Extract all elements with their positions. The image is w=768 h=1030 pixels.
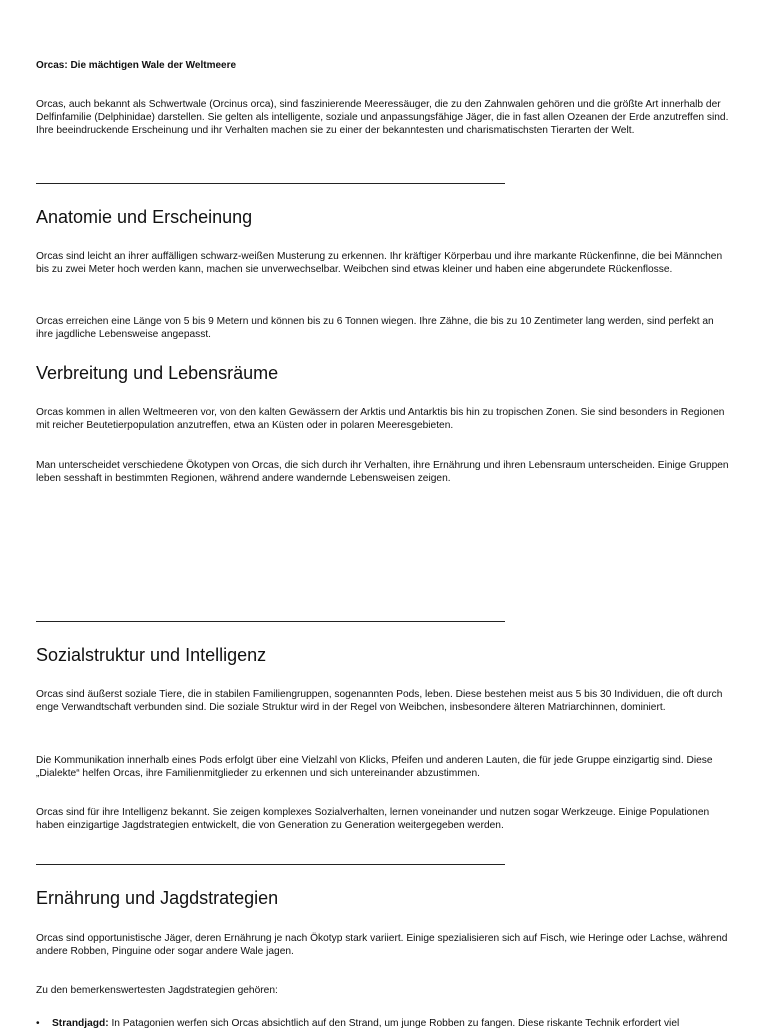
- section-heading-social: Sozialstruktur und Intelligenz: [36, 645, 267, 665]
- section-divider: [36, 864, 505, 865]
- bullet-icon: •: [36, 1018, 40, 1029]
- intro-paragraph: Orcas, auch bekannt als Schwertwale (Orcinus orca), sind faszinierende Meeressäuger, die zu den Zahnwalen gehören und die größte Art innerhalb der Delfinfamilie (Delphinidae) darstellen. Sie gelten als intelligente, soziale und anpassungsfähige Jäger, die in fast allen Ozeanen der Erde anzutreffen sind. Ihre beeindruckende Erscheinung und ihr Verhalten machen sie zu einer der bekanntesten und charismatischsten Tierarten der Welt.: [36, 99, 729, 136]
- section-heading-anatomy: Anatomie und Erscheinung: [36, 207, 253, 227]
- paragraph: Man unterscheidet verschiedene Ökotypen von Orcas, die sich durch ihr Verhalten, ihre Ernährung und ihren Lebensraum unterscheiden. Einige Gruppen leben sesshaft in bestimmten Regionen, während andere wandernde Lebensweisen zeigen.: [36, 460, 729, 484]
- document-title: Orcas: Die mächtigen Wale der Weltmeere: [36, 60, 237, 71]
- paragraph: Orcas sind für ihre Intelligenz bekannt. Sie zeigen komplexes Sozialverhalten, lernen voneinander und nutzen sogar Werkzeuge. Einige Populationen haben einzigartige Jagdstrategien entwickelt, die von Generation zu Generation weitergegeben werden.: [36, 807, 710, 831]
- bullet-term: Strandjagd:: [52, 1018, 109, 1029]
- section-divider: [36, 621, 505, 622]
- paragraph: Orcas sind leicht an ihrer auffälligen schwarz-weißen Musterung zu erkennen. Ihr kräftiger Körperbau und ihre markante Rückenfinne, die bei Männchen bis zu zwei Meter hoch werden kann, machen sie unverwechselbar. Weibchen sind etwas kleiner und haben eine abgerundete Rückenflosse.: [36, 251, 723, 275]
- section-heading-distribution: Verbreitung und Lebensräume: [36, 363, 279, 383]
- paragraph: Die Kommunikation innerhalb eines Pods erfolgt über eine Vielzahl von Klicks, Pfeifen und anderen Lauten, die für jede Gruppe einzigartig sind. Diese „Dialekte“ helfen Orcas, ihre Familienmitglieder zu erkennen und sich untereinander abzustimmen.: [36, 755, 713, 779]
- section-heading-diet: Ernährung und Jagdstrategien: [36, 888, 279, 908]
- paragraph: Orcas sind äußerst soziale Tiere, die in stabilen Familiengruppen, sogenannten Pods, leben. Diese bestehen meist aus 5 bis 30 Individuen, die oft durch enge Verwandtschaft verbunden sind. Die soziale Struktur wird in der Regel von Weibchen, insbesondere älteren Matriarchinnen, dominiert.: [36, 689, 723, 713]
- bullet-text: In Patagonien werfen sich Orcas absichtlich auf den Strand, um junge Robben zu fangen. Diese riskante Technik erfordert viel: [108, 1018, 680, 1029]
- paragraph: Orcas sind opportunistische Jäger, deren Ernährung je nach Ökotyp stark variiert. Einige spezialisieren sich auf Fisch, wie Heringe oder Lachse, während andere Robben, Pinguine oder sogar andere Wale jagen.: [36, 933, 728, 957]
- paragraph: Zu den bemerkenswertesten Jagdstrategien gehören:: [36, 985, 278, 996]
- paragraph: Orcas kommen in allen Weltmeeren vor, von den kalten Gewässern der Arktis und Antarktis bis hin zu tropischen Zonen. Sie sind besonders in Regionen mit reicher Beutetierpopulation anzutreffen, etwa an Küsten oder in polaren Meeresgebieten.: [36, 407, 725, 431]
- paragraph: Orcas erreichen eine Länge von 5 bis 9 Metern und können bis zu 6 Tonnen wiegen. Ihre Zähne, die bis zu 10 Zentimeter lang werden, sind perfekt an ihre jagdliche Lebensweise angepasst.: [36, 316, 714, 340]
- section-divider: [36, 183, 505, 184]
